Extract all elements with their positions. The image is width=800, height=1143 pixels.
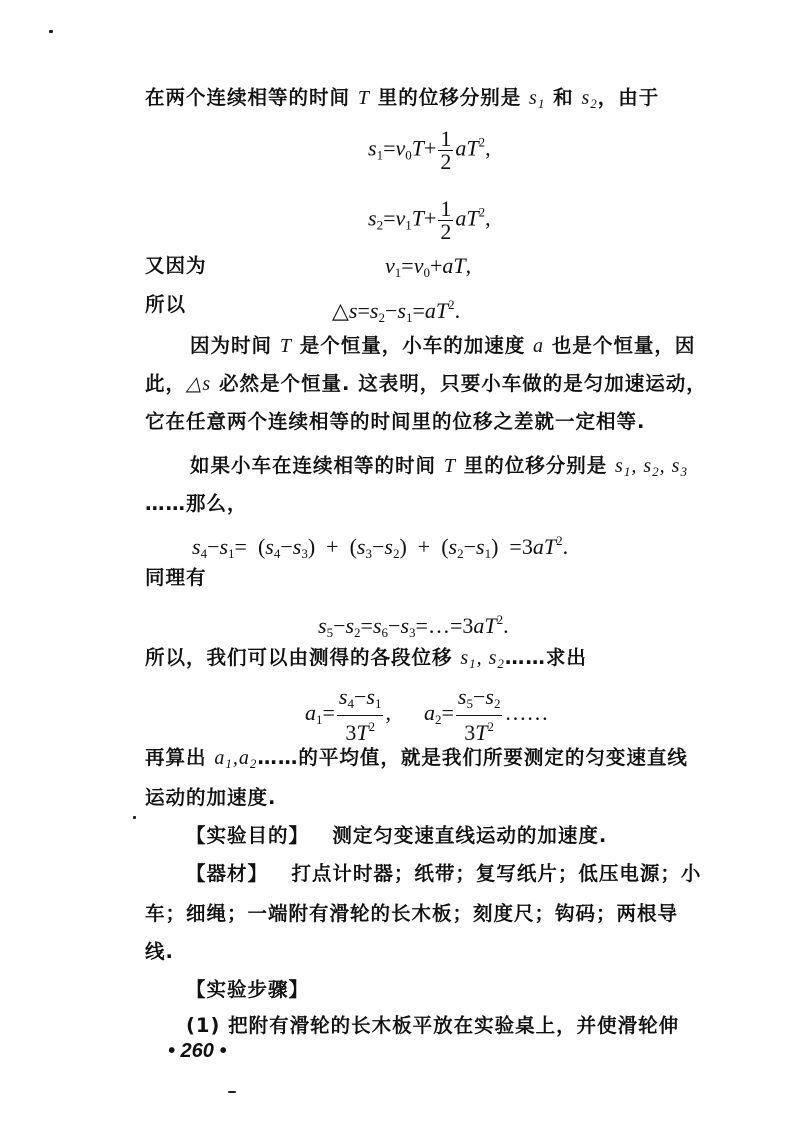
text-fragment: 在两个连续相等的时间 <box>145 86 351 109</box>
section-label: 【器材】 <box>186 862 269 885</box>
text-line: 所以，我们可以由测得的各段位移 $s_1$, $s_2\dots\dots$求出 <box>145 646 587 671</box>
equation-delta-s: $\triangle s=s_2-s_1=aT^2$. <box>332 297 461 325</box>
text-line: 再算出 $a_1,a_2\dots\dots$的平均值，就是我们所要测定的匀变速直线 <box>145 746 688 771</box>
text-line: 所以 <box>145 293 187 316</box>
math-symbol: T <box>357 87 370 109</box>
text-line: 此，△s 必然是个恒量. 这表明，只要小车做的是匀加速运动， <box>145 372 707 395</box>
text-line: 运动的加速度. <box>145 786 277 809</box>
text-fragment: ，由于 <box>597 86 660 109</box>
fraction-a2: $\frac{s_5-s_2}{3T^2}$ <box>457 684 501 745</box>
text-fragment: 里的位移分别是 <box>377 86 522 109</box>
equation-s1: $s_1=v_0T+$ $\frac{1}{2}$ $aT^2$, <box>368 126 491 174</box>
text-line: 同理有 <box>145 566 207 589</box>
fraction-half: $\frac{1}{2}$ <box>440 196 452 244</box>
section-purpose: 【实验目的】 测定匀变速直线运动的加速度. <box>186 824 608 847</box>
equation-s2: $s_2=v_1T+$ $\frac{1}{2}$ $aT^2$, <box>368 196 491 244</box>
math-s1: $s_1$ <box>529 87 546 111</box>
math-s2: $s_2$ <box>581 87 598 111</box>
text-line: 车；细绳；一端附有滑轮的长木板；刻度尺；钩码；两根导 <box>145 902 679 925</box>
math-delta-s: △s <box>186 373 212 395</box>
equation-s5-s2: $s_5-s_2=s_6-s_3=\dots=3aT^2$. <box>318 612 509 640</box>
scan-speck <box>133 816 136 819</box>
equation-s4-s1: $s_4-s_1= (s_4-s_3) + (s_3-s_2) + (s_2-s_1) =3aT^2$. <box>192 533 569 561</box>
section-label: 【实验目的】 <box>186 824 310 847</box>
text-line: 因为时间 T 是个恒量，小车的加速度 a 也是个恒量，因 <box>190 334 696 357</box>
fraction-half: $\frac{1}{2}$ <box>440 126 452 174</box>
scan-speck <box>228 1091 236 1093</box>
section-equipment: 【器材】 打点计时器；纸带；复写纸片；低压电源；小 <box>186 862 702 885</box>
section-steps: 【实验步骤】 <box>186 978 310 1001</box>
text-line: 又因为 <box>145 254 207 277</box>
text-fragment: 和 <box>553 86 574 109</box>
text-line: 它在任意两个连续相等的时间里的位移之差就一定相等. <box>145 410 646 433</box>
text-line <box>145 84 659 118</box>
page-number: • 260 • <box>168 1040 227 1062</box>
equation-v1: $v_1=v_0+aT$, <box>385 253 472 280</box>
scan-speck <box>49 30 53 33</box>
text-line: ……那么， <box>145 492 248 515</box>
text-line: 线. <box>145 940 174 963</box>
text-line: 如果小车在连续相等的时间 T 里的位移分别是 $s_1$, $s_2$, $s_3$ <box>190 454 688 479</box>
equation-a1-a2: $a_1=$ $\frac{s_4-s_1}{3T^2}$ , $a_2=$ $\frac{s_5-s_2}{3T^2}$ …… <box>305 684 549 745</box>
fraction-a1: $\frac{s_4-s_1}{3T^2}$ <box>338 684 382 745</box>
step-1: (1) 把附有滑轮的长木板平放在实验桌上，并使滑轮伸 <box>186 1014 680 1037</box>
